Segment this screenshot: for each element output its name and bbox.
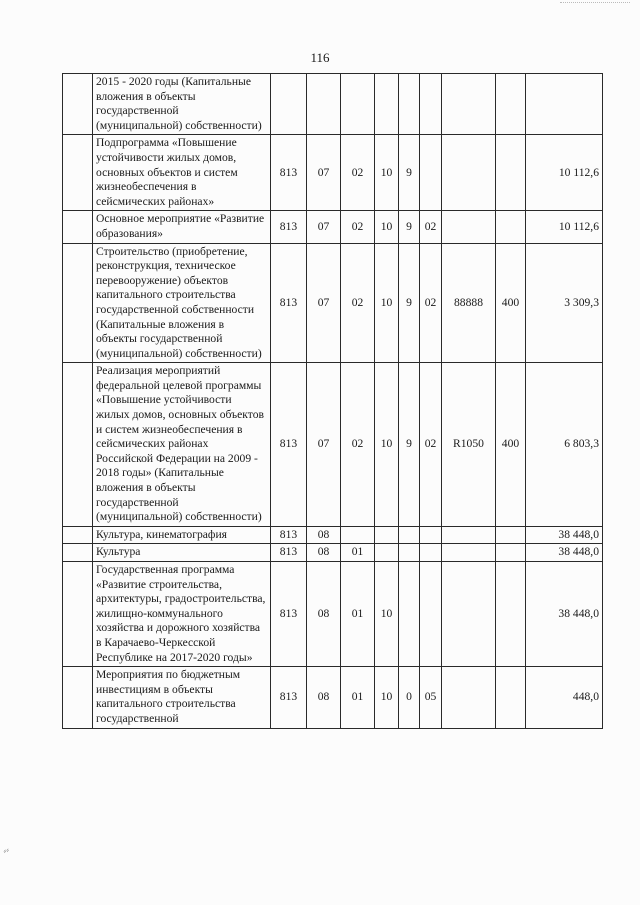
cell-rz: 07: [307, 243, 341, 363]
cell-pr: 02: [341, 363, 375, 527]
cell-csr2: [399, 526, 420, 544]
table-body: [63, 74, 603, 729]
blank-cell: [63, 667, 93, 728]
cell-pr: 01: [341, 562, 375, 667]
cell-csr4: [442, 135, 496, 211]
cell-vr: [496, 562, 526, 667]
blank-cell: [63, 526, 93, 544]
cell-vr: [496, 526, 526, 544]
cell-sum: [526, 74, 603, 135]
cell-csr1: 10: [375, 562, 399, 667]
cell-csr3: 02: [420, 363, 442, 527]
cell-vr: [496, 74, 526, 135]
cell-name: Культура: [93, 544, 271, 562]
blank-cell: [63, 544, 93, 562]
cell-csr1: 10: [375, 135, 399, 211]
table-row: [63, 135, 603, 211]
table-row: [63, 544, 603, 562]
cell-csr2: 9: [399, 135, 420, 211]
cell-name: Государственная программа «Развитие строительства, архитектуры, градостроительства, жилищно-коммунального хозяйства и дорожного хозяйства в Карачаево-Черкесской Республике на 2017-2020 годы»: [93, 562, 271, 667]
cell-vr: 400: [496, 243, 526, 363]
cell-ved: 813: [271, 243, 307, 363]
cell-pr: 02: [341, 135, 375, 211]
cell-name: Основное мероприятие «Развитие образования»: [93, 211, 271, 243]
cell-name: Строительство (приобретение, реконструкция, техническое перевооружение) объектов капитального строительства государственной собственности (Капитальные вложения в объекты государственной (муниципальной) собственности): [93, 243, 271, 363]
cell-csr2: 9: [399, 211, 420, 243]
blank-cell: [63, 135, 93, 211]
table-row: [63, 526, 603, 544]
cell-sum: 448,0: [526, 667, 603, 728]
cell-ved: 813: [271, 526, 307, 544]
cell-sum: 38 448,0: [526, 544, 603, 562]
cell-rz: 08: [307, 562, 341, 667]
cell-sum: 6 803,3: [526, 363, 603, 527]
table-row: [63, 74, 603, 135]
cell-rz: 07: [307, 135, 341, 211]
cell-csr2: 0: [399, 667, 420, 728]
cell-vr: [496, 667, 526, 728]
blank-cell: [63, 562, 93, 667]
cell-rz: 07: [307, 211, 341, 243]
cell-csr1: [375, 74, 399, 135]
cell-sum: 38 448,0: [526, 526, 603, 544]
cell-vr: 400: [496, 363, 526, 527]
cell-pr: [341, 74, 375, 135]
cell-vr: [496, 135, 526, 211]
cell-csr3: [420, 74, 442, 135]
cell-ved: 813: [271, 562, 307, 667]
cell-csr4: [442, 562, 496, 667]
page-number: 116: [310, 50, 330, 65]
cell-ved: 813: [271, 667, 307, 728]
cell-csr1: [375, 526, 399, 544]
cell-sum: 10 112,6: [526, 135, 603, 211]
cell-csr4: R1050: [442, 363, 496, 527]
table-row: [63, 243, 603, 363]
cell-csr1: 10: [375, 211, 399, 243]
cell-pr: 02: [341, 211, 375, 243]
cell-csr2: 9: [399, 363, 420, 527]
budget-table: [62, 73, 603, 729]
cell-csr2: 9: [399, 243, 420, 363]
cell-name: 2015 - 2020 годы (Капитальные вложения в объекты государственной (муниципальной) собственности): [93, 74, 271, 135]
blank-cell: [63, 363, 93, 527]
cell-csr2: [399, 562, 420, 667]
cell-csr1: 10: [375, 243, 399, 363]
cell-sum: 10 112,6: [526, 211, 603, 243]
cell-name: Культура, кинематография: [93, 526, 271, 544]
cell-pr: [341, 526, 375, 544]
cell-ved: 813: [271, 544, 307, 562]
cell-rz: [307, 74, 341, 135]
table-row: [63, 363, 603, 527]
cell-csr3: 02: [420, 211, 442, 243]
cell-vr: [496, 211, 526, 243]
cell-csr2: [399, 74, 420, 135]
cell-csr3: [420, 562, 442, 667]
cell-sum: 38 448,0: [526, 562, 603, 667]
cell-ved: 813: [271, 211, 307, 243]
cell-csr1: 10: [375, 363, 399, 527]
cell-csr1: [375, 544, 399, 562]
blank-cell: [63, 243, 93, 363]
cell-csr1: 10: [375, 667, 399, 728]
cell-csr3: 02: [420, 243, 442, 363]
cell-csr2: [399, 544, 420, 562]
cell-csr4: [442, 74, 496, 135]
cell-csr3: [420, 544, 442, 562]
cell-rz: 08: [307, 544, 341, 562]
cell-pr: 02: [341, 243, 375, 363]
cell-name: Подпрограмма «Повышение устойчивости жилых домов, основных объектов и систем жизнеобеспечения в сейсмических районах»: [93, 135, 271, 211]
cell-pr: 01: [341, 667, 375, 728]
blank-cell: [63, 74, 93, 135]
cell-rz: 08: [307, 526, 341, 544]
table-row: [63, 667, 603, 728]
cell-ved: 813: [271, 363, 307, 527]
cell-csr3: [420, 526, 442, 544]
cell-rz: 08: [307, 667, 341, 728]
blank-cell: [63, 211, 93, 243]
cell-ved: 813: [271, 135, 307, 211]
cell-csr3: 05: [420, 667, 442, 728]
cell-csr4: [442, 544, 496, 562]
cell-sum: 3 309,3: [526, 243, 603, 363]
cell-csr4: [442, 667, 496, 728]
cell-csr4: [442, 211, 496, 243]
table-row: [63, 562, 603, 667]
scan-artifact-mark: ⸗⸗: [1, 844, 11, 856]
cell-csr4: [442, 526, 496, 544]
cell-name: Мероприятия по бюджетным инвестициям в объекты капитального строительства государственной: [93, 667, 271, 728]
cell-rz: 07: [307, 363, 341, 527]
cell-ved: [271, 74, 307, 135]
cell-pr: 01: [341, 544, 375, 562]
cell-name: Реализация мероприятий федеральной целевой программы «Повышение устойчивости жилых домов, основных объектов и систем жизнеобеспечения в сейсмических районах Российской Федерации на 2009 - 2018 годы» (Капитальные вложения в объекты государственной (муниципальной) собственности): [93, 363, 271, 527]
scan-artifact-line: [560, 2, 630, 4]
cell-csr4: 88888: [442, 243, 496, 363]
cell-csr3: [420, 135, 442, 211]
cell-vr: [496, 544, 526, 562]
table-row: [63, 211, 603, 243]
